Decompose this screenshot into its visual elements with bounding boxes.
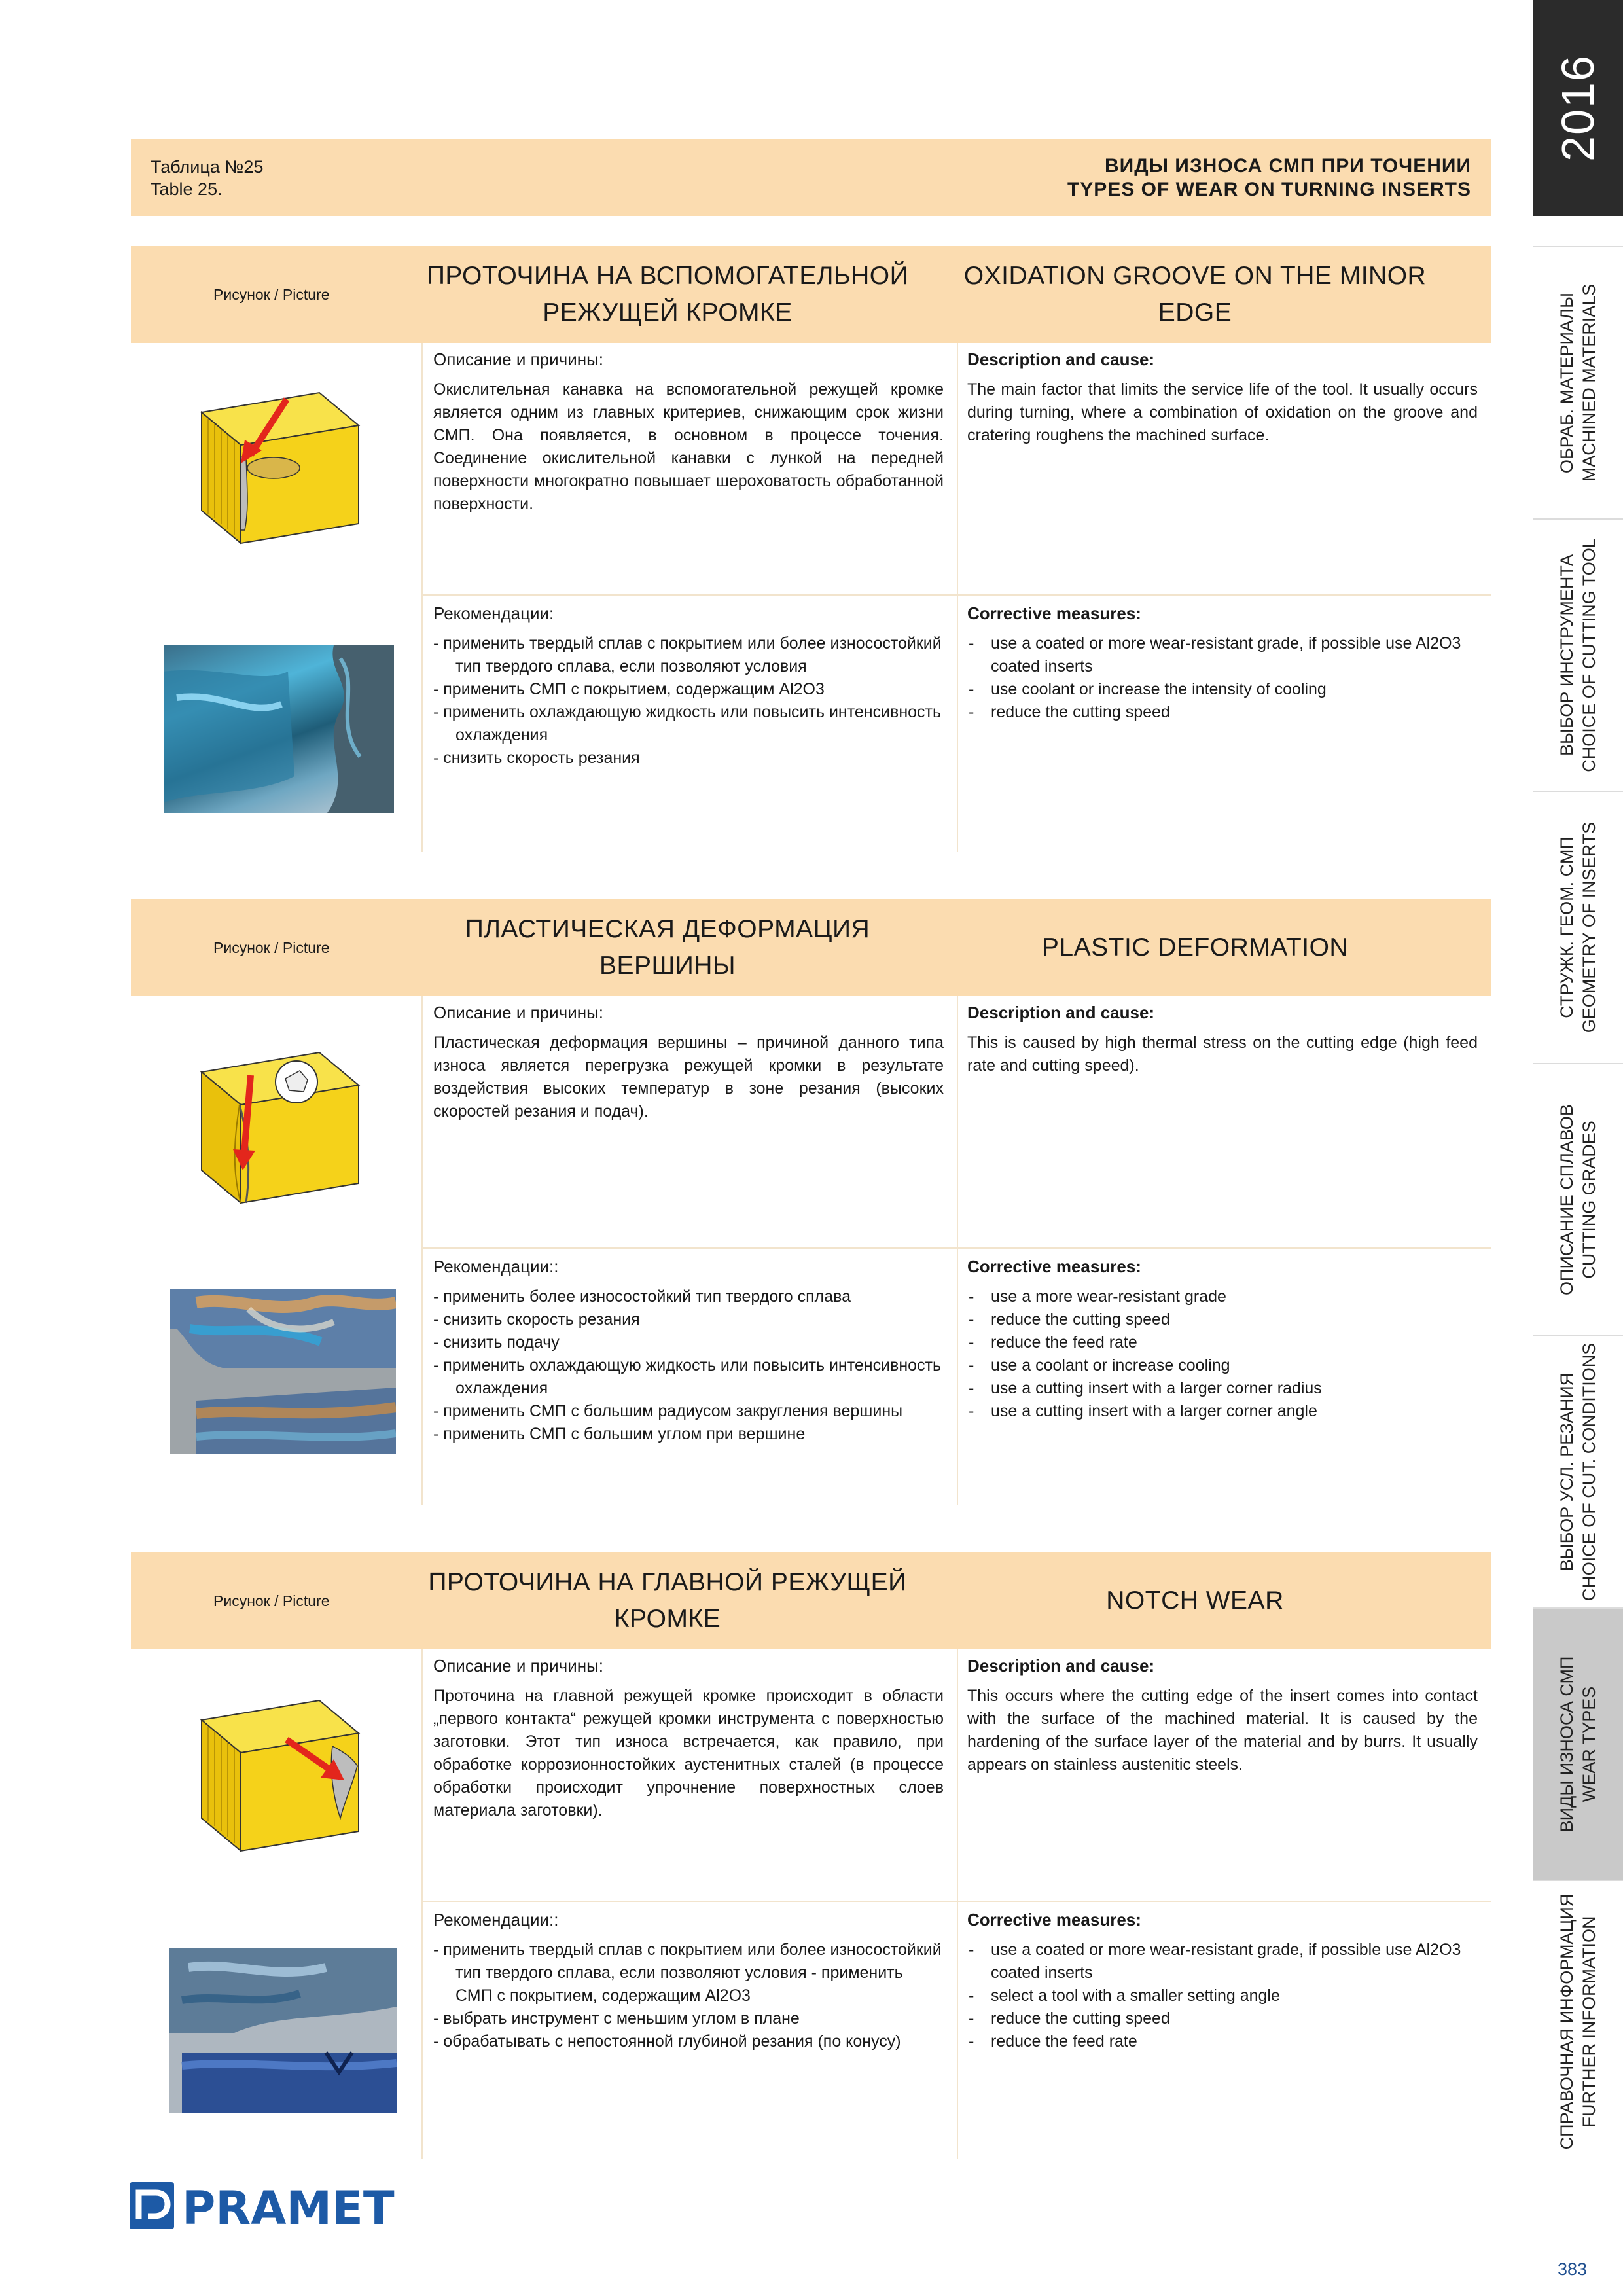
corrective-measures-label: Corrective measures: <box>967 1910 1141 1929</box>
description-en <box>967 1001 1478 1077</box>
section-header-plastic-deformation <box>131 899 1491 996</box>
list-item: - снизить подачу <box>433 1333 560 1352</box>
tab-wear-types[interactable] <box>1533 1607 1623 1880</box>
recommendations-ru <box>433 602 944 770</box>
list-item: - применить более износостойкий тип твердого сплава <box>433 1287 851 1306</box>
description-ru <box>433 1001 944 1123</box>
list-item: - use coolant or increase the intensity of cooling <box>967 678 1478 701</box>
insert-drawing-notch-wear <box>188 1687 378 1864</box>
list-item: - применить СМП с большим радиусом закругления вершины <box>433 1402 903 1420</box>
table-title-ru: ВИДЫ ИЗНОСА СМП ПРИ ТОЧЕНИИ <box>1105 155 1471 177</box>
recommendations-label-ru: Рекомендации:: <box>433 1257 559 1276</box>
list-item: - применить СМП с покрытием, содержащим Al2O3 <box>433 680 825 698</box>
corrective-measures-list <box>967 1285 1478 1423</box>
column-divider <box>957 1649 958 2159</box>
tab-label-ru: ВЫБОР УСЛ. РЕЗАНИЯ <box>1557 1372 1577 1571</box>
insert-drawing-oxidation-groove <box>188 380 372 550</box>
corrective-measures-list <box>967 1939 1478 2053</box>
list-item: - reduce the cutting speed <box>967 2007 1478 2030</box>
section-header-notch-wear <box>131 1552 1491 1649</box>
tab-label-en: FURTHER INFORMATION <box>1579 1916 1599 2128</box>
list-item: - use a cutting insert with a larger corner radius <box>967 1377 1478 1400</box>
tab-cutting-grades[interactable] <box>1533 1063 1623 1335</box>
table-title-en: TYPES OF WEAR ON TURNING INSERTS <box>1067 179 1471 200</box>
section-title-en: OXIDATION GROOVE ON THE MINOR EDGE <box>963 262 1427 327</box>
corrective-measures-label: Corrective measures: <box>967 603 1141 623</box>
row-divider <box>423 594 1491 596</box>
wear-photo-oxidation-groove <box>164 645 394 813</box>
section-title-en: NOTCH WEAR <box>1106 1587 1284 1615</box>
list-item: - reduce the feed rate <box>967 1331 1478 1354</box>
corrective-measures-en <box>967 1255 1478 1423</box>
list-item: - применить охлаждающую жидкость или повысить интенсивность охлаждения <box>433 1356 942 1397</box>
list-item: - use a coated or more wear-resistant grade, if possible use Al2O3 coated inserts <box>967 632 1478 678</box>
tab-label-ru: ВИДЫ ИЗНОСА СМП <box>1557 1656 1577 1833</box>
tab-further-information[interactable] <box>1533 1880 1623 2162</box>
column-divider <box>421 996 423 1505</box>
tab-label-ru: СПРАВОЧНАЯ ИНФОРМАЦИЯ <box>1557 1893 1577 2150</box>
wear-photo-plastic-deformation <box>170 1289 396 1454</box>
description-text-ru: Проточина на главной режущей кромке происходит в области „первого контакта“ режущей кромки инструмента с поверхностью заготовки. Этот тип износа встречается, как правило, при обработке коррозионностойких аустенитных сталей (в процессе обработки происходит упрочнение поверхностных слоев материала заготовки). <box>433 1687 944 1820</box>
tab-label-ru: СТРУЖК. ГЕОМ. СМП <box>1557 836 1577 1018</box>
list-item: - reduce the feed rate <box>967 2030 1478 2053</box>
column-divider <box>957 996 958 1505</box>
tab-label-en: CHOICE OF CUT. CONDITIONS <box>1579 1342 1599 1602</box>
tab-label-en: GEOMETRY OF INSERTS <box>1579 821 1599 1033</box>
logo-text: PRAMET <box>182 2181 395 2232</box>
list-item: - выбрать инструмент с меньшим углом в плане <box>433 2009 800 2028</box>
column-divider <box>421 1649 423 2159</box>
list-item: - применить твердый сплав с покрытием или более износостойкий тип твердого сплава, если позволяют условия <box>433 634 942 675</box>
tab-label-ru: ОБРАБ. МАТЕРИАЛЫ <box>1557 292 1577 474</box>
list-item: - use a cutting insert with a larger corner angle <box>967 1400 1478 1423</box>
list-item: - снизить скорость резания <box>433 1310 640 1329</box>
corrective-measures-en <box>967 1909 1478 2053</box>
recommendations-ru <box>433 1255 944 1446</box>
tab-label-en: MACHINED MATERIALS <box>1579 283 1599 482</box>
section-title-ru: ПЛАСТИЧЕСКАЯ ДЕФОРМАЦИЯ ВЕРШИНЫ <box>465 915 870 980</box>
list-item: - снизить скорость резания <box>433 749 640 767</box>
tab-label-en: CUTTING GRADES <box>1579 1121 1599 1279</box>
tab-choice-of-cutting-tool[interactable] <box>1533 518 1623 791</box>
table-title <box>1067 154 1471 202</box>
description-text-en: This is caused by high thermal stress on the cutting edge (high feed rate and cutting speed). <box>967 1033 1478 1075</box>
insert-drawing-plastic-deformation <box>188 1039 372 1210</box>
description-label-en: Description and cause: <box>967 1656 1155 1676</box>
section-title-ru: ПРОТОЧИНА НА ГЛАВНОЙ РЕЖУЩЕЙ КРОМКЕ <box>428 1568 907 1633</box>
list-item: - reduce the cutting speed <box>967 701 1478 724</box>
tab-label-ru: ОПИСАНИЕ СПЛАВОВ <box>1557 1104 1577 1295</box>
wear-photo-notch-wear <box>169 1948 397 2113</box>
corrective-measures-list <box>967 632 1478 724</box>
tab-label-ru: ВЫБОР ИНСТРУМЕНТА <box>1557 554 1577 757</box>
corrective-measures-en <box>967 602 1478 724</box>
section-title-en: PLASTIC DEFORMATION <box>1041 933 1349 961</box>
recommendations-list-ru <box>433 1939 944 2053</box>
year-label: 2016 <box>1552 54 1603 162</box>
description-label-ru: Описание и причины: <box>433 350 603 369</box>
row-divider <box>423 1901 1491 1902</box>
tab-geometry-of-inserts[interactable] <box>1533 791 1623 1063</box>
row-divider <box>423 1247 1491 1249</box>
list-item: - select a tool with a smaller setting angle <box>967 1984 1478 2007</box>
list-item: - применить СМП с большим углом при вершине <box>433 1425 806 1443</box>
description-ru <box>433 348 944 516</box>
table-title-bar <box>131 139 1491 216</box>
description-label-en: Description and cause: <box>967 1003 1155 1022</box>
list-item: - применить охлаждающую жидкость или повысить интенсивность охлаждения <box>433 703 942 744</box>
recommendations-label-ru: Рекомендации:: <box>433 1910 559 1929</box>
table-number-ru: Таблица №25 <box>151 157 264 177</box>
description-text-ru: Пластическая деформация вершины – причиной данного типа износа является перегрузка режущей кромки в результате воздействия высоких температур в зоне резания (высоких скоростей резания и подач). <box>433 1033 944 1121</box>
tab-label-en: WEAR TYPES <box>1579 1686 1599 1803</box>
list-item: - use a more wear-resistant grade <box>967 1285 1478 1308</box>
description-label-en: Description and cause: <box>967 350 1155 369</box>
corrective-measures-label: Corrective measures: <box>967 1257 1141 1276</box>
tab-label-en: CHOICE OF CUTTING TOOL <box>1579 538 1599 772</box>
section-title-ru: ПРОТОЧИНА НА ВСПОМОГАТЕЛЬНОЙ РЕЖУЩЕЙ КРОМКЕ <box>426 262 909 327</box>
recommendations-ru <box>433 1909 944 2053</box>
column-divider <box>421 343 423 852</box>
list-item: - reduce the cutting speed <box>967 1308 1478 1331</box>
description-text-ru: Окислительная канавка на вспомогательной режущей кромке является одним из главных критериев, снижающим срок жизни СМП. Она появляется, в основном в процессе точения. Соединение окислительной канавки с лункой на передней поверхности многократно повышает шероховатость обработанной поверхности. <box>433 380 944 513</box>
tab-choice-of-cut-conditions[interactable] <box>1533 1335 1623 1607</box>
tab-machined-materials[interactable] <box>1533 246 1623 518</box>
pramet-logo-icon <box>130 2179 398 2232</box>
recommendations-list-ru <box>433 1285 944 1446</box>
description-ru <box>433 1655 944 1822</box>
table-number-en: Table 25. <box>151 179 223 199</box>
page-number: 383 <box>1558 2259 1588 2279</box>
recommendations-list-ru <box>433 632 944 770</box>
recommendations-label-ru: Рекомендации: <box>433 603 554 623</box>
list-item: - обрабатывать с непостоянной глубиной резания (по конусу) <box>433 2032 901 2051</box>
picture-label: Рисунок / Picture <box>213 285 330 303</box>
column-divider <box>957 343 958 852</box>
table-number <box>151 156 263 200</box>
pramet-logo <box>130 2179 398 2232</box>
description-en <box>967 1655 1478 1776</box>
picture-label: Рисунок / Picture <box>213 1592 330 1609</box>
list-item: - применить твердый сплав с покрытием или более износостойкий тип твердого сплава, если позволяют условия - применить СМП с покрытием, содержащим Al2O3 <box>433 1941 942 2005</box>
description-en <box>967 348 1478 447</box>
list-item: - use a coated or more wear-resistant grade, if possible use Al2O3 coated inserts <box>967 1939 1478 1984</box>
description-text-en: This occurs where the cutting edge of the insert comes into contact with the surface of the machined material. It is caused by the hardening of the surface layer of the material and by burrs. It usually appears on stainless austenitic steels. <box>967 1687 1478 1774</box>
description-text-en: The main factor that limits the service life of the tool. It usually occurs during turning, where a combination of oxidation on the groove and cratering roughens the machined surface. <box>967 380 1478 444</box>
section-header-oxidation-groove <box>131 246 1491 343</box>
picture-label: Рисунок / Picture <box>213 939 330 956</box>
year-tab <box>1533 0 1623 216</box>
description-label-ru: Описание и причины: <box>433 1656 603 1676</box>
description-label-ru: Описание и причины: <box>433 1003 603 1022</box>
list-item: - use a coolant or increase cooling <box>967 1354 1478 1377</box>
